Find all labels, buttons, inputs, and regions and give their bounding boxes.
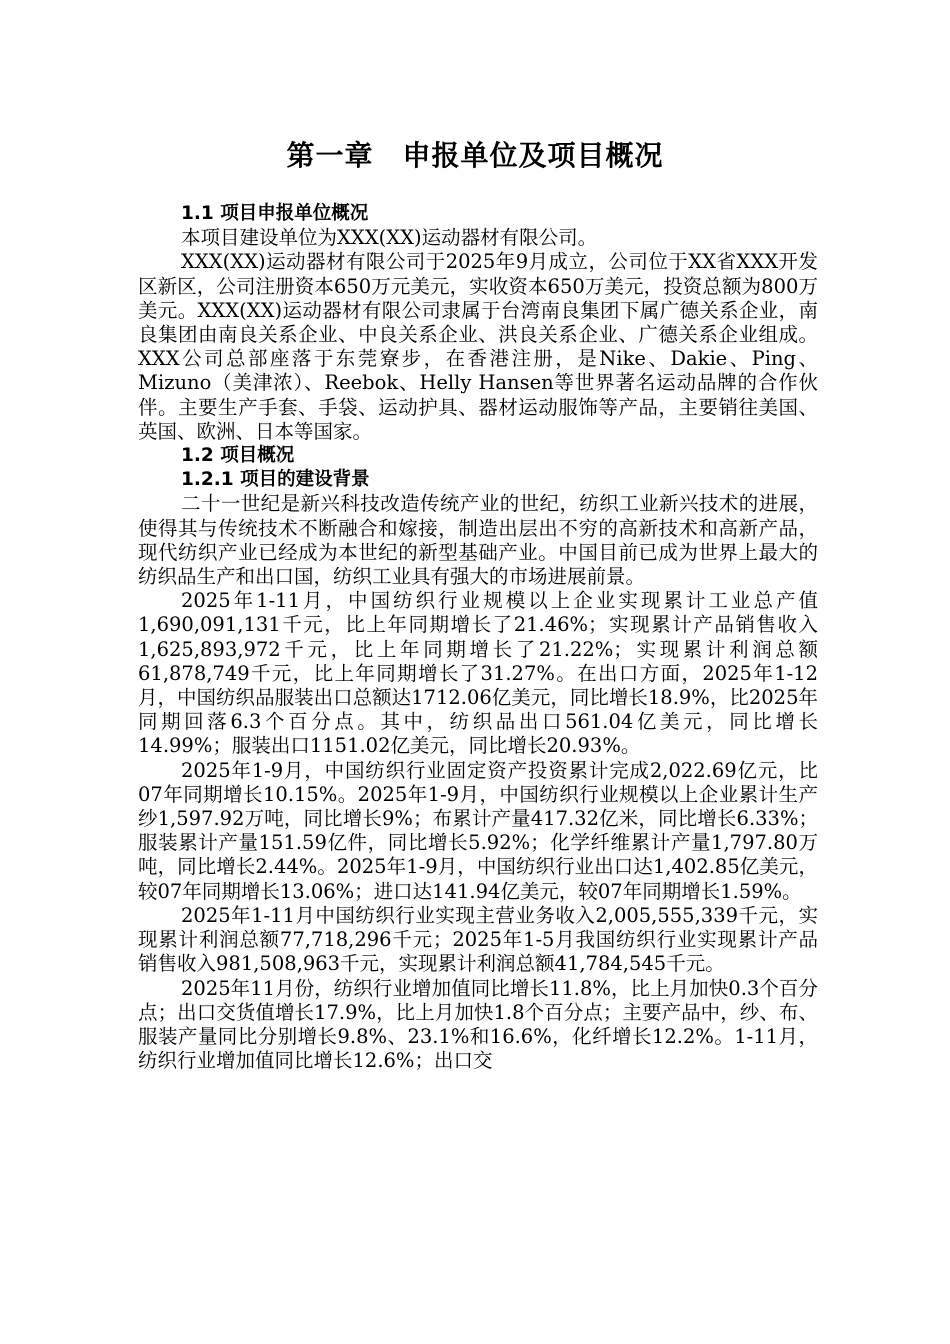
section-heading-1-2: 1.2 项目概况 xyxy=(181,445,295,467)
section-heading-1-2-1: 1.2.1 项目的建设背景 xyxy=(181,469,370,491)
paragraph: 本项目建设单位为XXX(XX)运动器材有限公司。 xyxy=(181,226,598,250)
chapter-title: 第一章 申报单位及项目概况 xyxy=(286,139,664,172)
paragraph: 二十一世纪是新兴科技改造传统产业的世纪，纺织工业新兴技术的进展，使得其与传统技术不断融合和嫁接，制造出层出不穷的高新技术和高新产品，现代纺织产业已经成为本世纪的新型基础产业。中国目前已成为世界上最大的纺织品生产和出口国，纺织工业具有强大的市场进展前景。 xyxy=(138,492,818,589)
document-body xyxy=(138,202,818,1073)
paragraph: 2025年1-9月，中国纺织行业固定资产投资累计完成2,022.69亿元，比07年同期增长10.15%。2025年1-9月，中国纺织行业规模以上企业累计生产纱1,597.92万吨，同比增长9%；布累计产量417.32亿米，同比增长6.33%；服装累计产量151.59亿件，同比增长5.92%；化学纤维累计产量1,797.80万吨，同比增长2.44%。2025年1-9月，中国纺织行业出口达1,402.85亿美元，较07年同期增长13.06%；进口达141.94亿美元，较07年同期增长1.59%。 xyxy=(138,758,818,903)
paragraph: 2025年11月份，纺织行业增加值同比增长11.8%，比上月加快0.3个百分点；出口交货值增长17.9%，比上月加快1.8个百分点；主要产品中，纱、布、服装产量同比分别增长9.8%、23.1%和16.6%，化纤增长12.2%。1-11月，纺织行业增加值同比增长12.6%；出口交 xyxy=(138,976,818,1073)
paragraph: 2025年1-11月，中国纺织行业规模以上企业实现累计工业总产值1,690,091,131千元，比上年同期增长了21.46%；实现累计产品销售收入1,625,893,972千元，比上年同期增长了21.22%；实现累计利润总额61,878,749千元，比上年同期增长了31.27%。在出口方面，2025年1-12月，中国纺织品服装出口总额达1712.06亿美元，同比增长18.9%，比2025年同期回落6.3个百分点。其中，纺织品出口561.04亿美元，同比增长14.99%；服装出口1151.02亿美元，同比增长20.93%。 xyxy=(138,589,818,758)
paragraph: 2025年1-11月中国纺织行业实现主营业务收入2,005,555,339千元，实现累计利润总额77,718,296千元；2025年1-5月我国纺织行业实现累计产品销售收入981,508,963千元，实现累计利润总额41,784,545千元。 xyxy=(138,903,818,976)
section-heading-1-1: 1.1 项目申报单位概况 xyxy=(181,203,369,224)
paragraph: XXX(XX)运动器材有限公司于2025年9月成立，公司位于XX省XXX开发区新区，公司注册资本650万元美元，实收资本650万美元，投资总额为800万美元。XXX(XX)运动器材有限公司隶属于台湾南良集团下属广德关系企业，南良集团由南良关系企业、中良关系企业、洪良关系企业、广德关系企业组成。XXX公司总部座落于东莞寮步，在香港注册，是Nike、Dakie、Ping、Mizuno（美津浓）、Reebok、Helly Hansen等世界著名运动品牌的合作伙伴。主要生产手套、手袋、运动护具、器材运动服饰等产品，主要销往美国、英国、欧洲、日本等国家。 xyxy=(138,250,818,443)
